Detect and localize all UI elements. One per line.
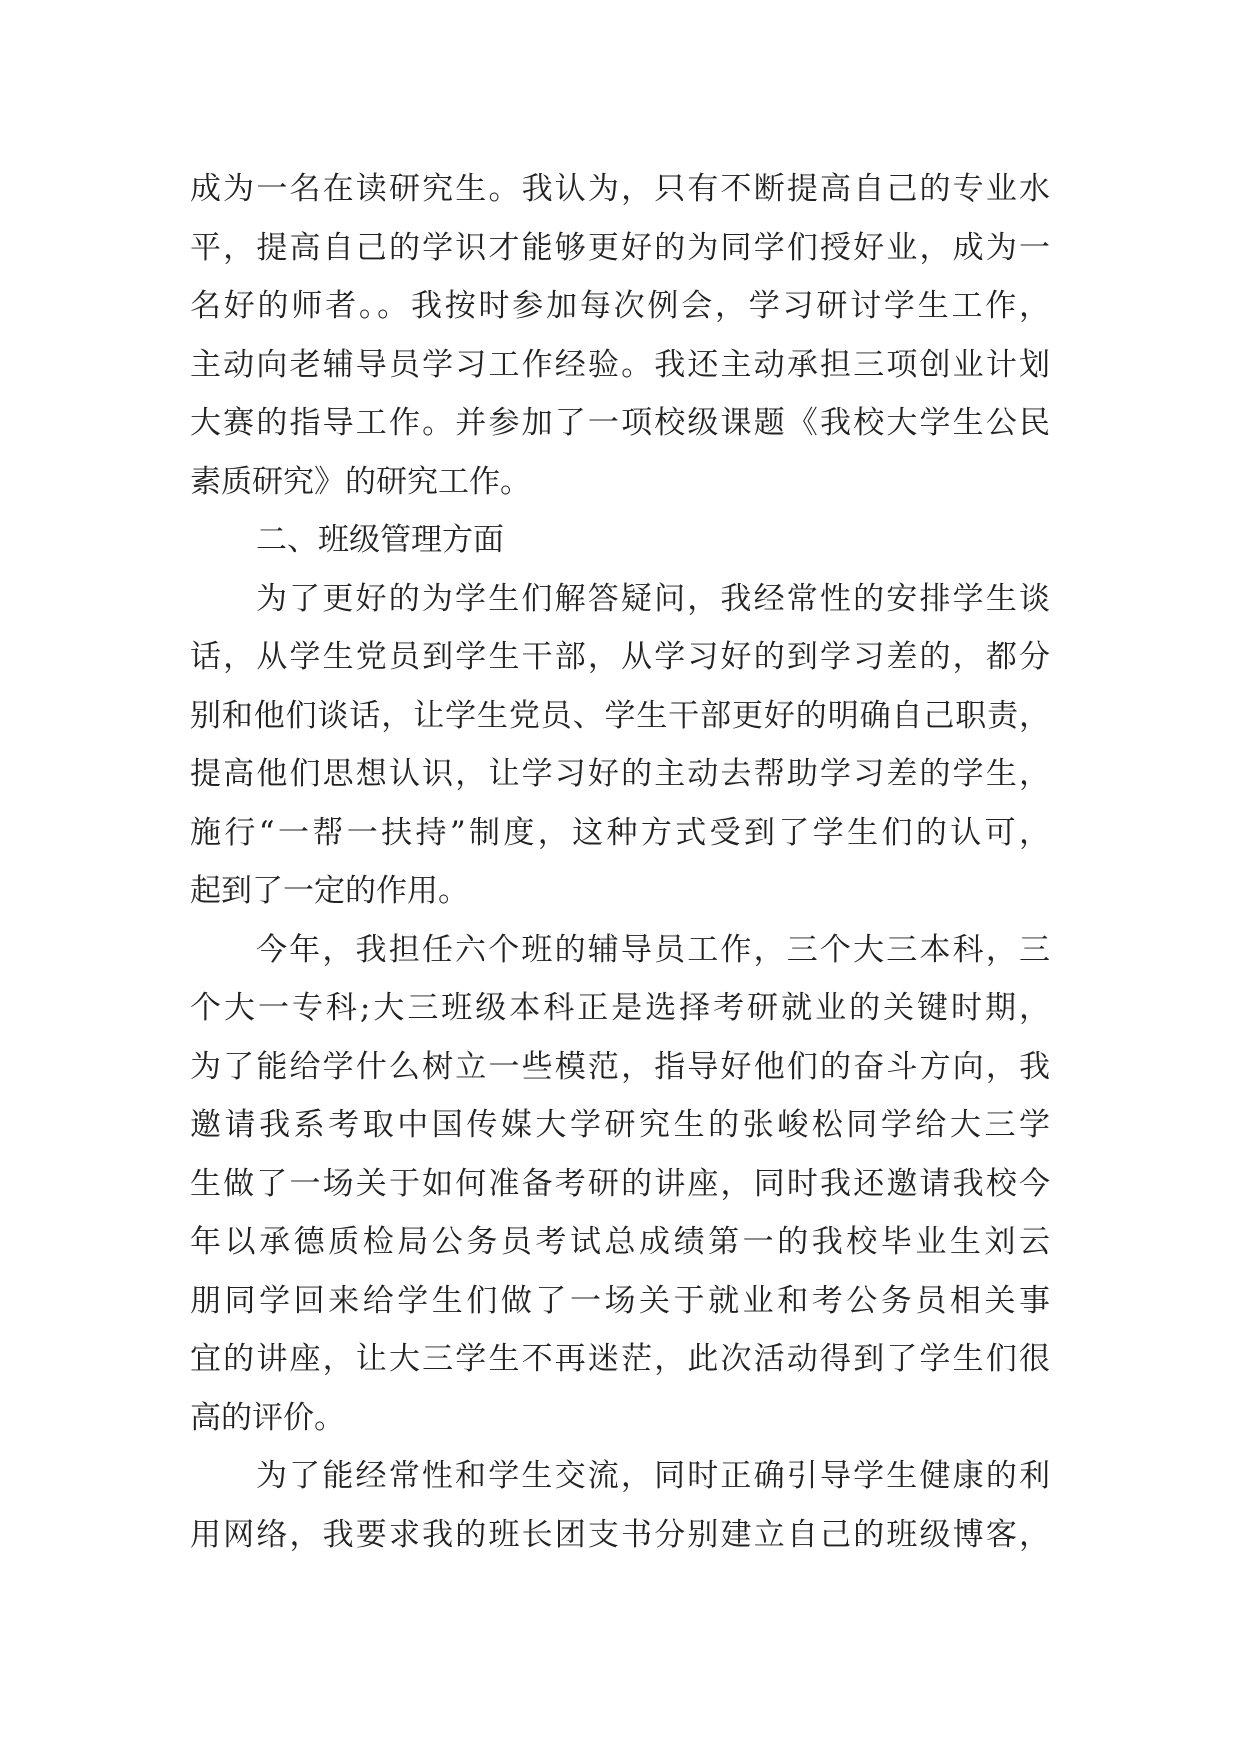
text-line: 朋同学回来给学生们做了一场关于就业和考公务员相关事	[190, 1282, 1050, 1319]
paragraph	[190, 921, 1050, 1448]
text-line: 平，提高自己的学识才能够更好的为同学们授好业，成为一	[190, 229, 1050, 266]
text-line: 宜的讲座，让大三学生不再迷茫，此次活动得到了学生们很	[190, 1341, 1050, 1377]
text-line: 年以承德质检局公务员考试总成绩第一的我校毕业生刘云	[190, 1224, 1050, 1260]
paragraph	[190, 570, 1050, 921]
text-line: 用网络，我要求我的班长团支书分别建立自己的班级博客，	[190, 1516, 1050, 1553]
text-line: 提高他们思想认识，让学习好的主动去帮助学习差的学生，	[190, 756, 1050, 792]
document-body	[190, 160, 1050, 1564]
text-line: 高的评价。	[190, 1399, 345, 1436]
text-line: 邀请我系考取中国传媒大学研究生的张峻松同学给大三学	[190, 1107, 1050, 1143]
text-line: 成为一名在读研究生。我认为，只有不断提高自己的专业水	[190, 171, 1050, 207]
text-line: 施行“一帮一扶持”制度，这种方式受到了学生们的认可，	[190, 814, 1050, 851]
text-line: 起到了一定的作用。	[190, 873, 469, 909]
section-heading	[190, 511, 1050, 570]
text-line: 为了能经常性和学生交流，同时正确引导学生健康的利	[256, 1458, 1050, 1494]
text-line: 个大一专科;大三班级本科正是选择考研就业的关键时期，	[190, 990, 1050, 1026]
text-line: 今年，我担任六个班的辅导员工作，三个大三本科，三	[256, 931, 1050, 968]
text-line: 生做了一场关于如何准备考研的讲座，同时我还邀请我校今	[190, 1165, 1050, 1202]
text-line: 素质研究》的研究工作。	[190, 463, 531, 500]
text-line: 为了更好的为学生们解答疑问，我经常性的安排学生谈	[256, 580, 1050, 617]
text-line: 别和他们谈话，让学生党员、学生干部更好的明确自己职责，	[190, 697, 1050, 734]
text-line: 为了能给学什么树立一些模范，指导好他们的奋斗方向，我	[190, 1048, 1050, 1085]
text-line: 主动向老辅导员学习工作经验。我还主动承担三项创业计划	[190, 346, 1050, 383]
text-line: 话，从学生党员到学生干部，从学习好的到学习差的，都分	[190, 639, 1050, 675]
paragraph	[190, 1447, 1050, 1564]
text-line: 大赛的指导工作。并参加了一项校级课题《我校大学生公民	[190, 405, 1050, 441]
section-heading-text: 二、班级管理方面	[256, 522, 504, 558]
paragraph-continuation	[190, 160, 1050, 511]
text-line: 名好的师者。。我按时参加每次例会，学习研讨学生工作，	[190, 288, 1050, 324]
